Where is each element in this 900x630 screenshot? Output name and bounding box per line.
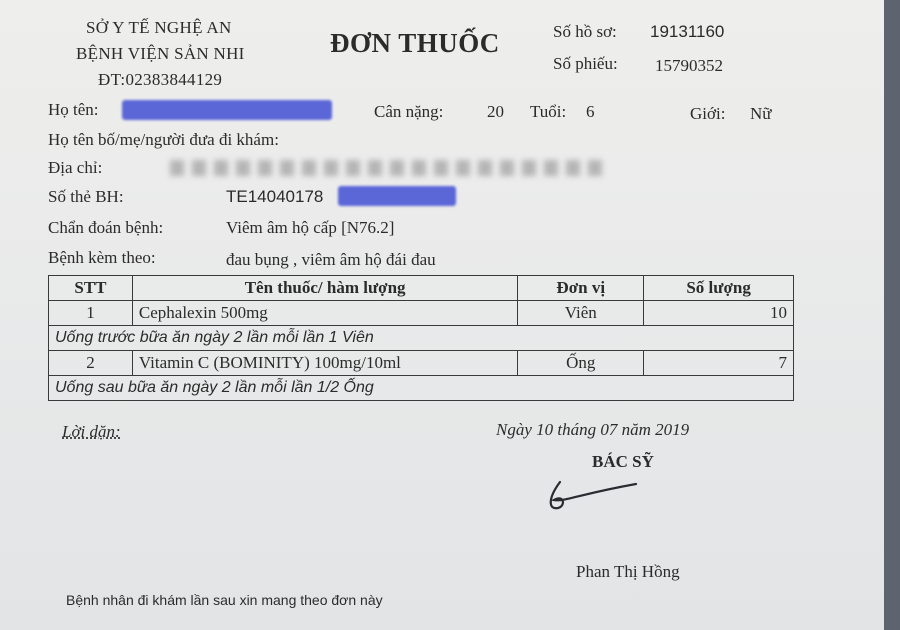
redacted-name	[122, 100, 332, 120]
redacted-address	[170, 160, 610, 176]
age-label: Tuổi:	[530, 102, 567, 121]
weight-value: 20	[487, 102, 504, 121]
insurance-number: TE14040178	[226, 187, 324, 206]
doctor-signature	[540, 470, 650, 520]
record-number: 19131160	[650, 22, 725, 41]
doctor-name: Phan Thị Hồng	[576, 562, 680, 581]
row-drug-name: Cephalexin 500mg	[132, 301, 517, 326]
hospital-phone: ĐT:02383844129	[98, 70, 223, 89]
usage-instruction: Uống trước bữa ăn ngày 2 lần mỗi lần 1 Viên	[49, 326, 794, 351]
department-name: SỞ Y TẾ NGHỆ AN	[86, 18, 232, 37]
diagnosis-value: Viêm âm hộ cấp [N76.2]	[226, 218, 395, 237]
name-label: Họ tên:	[48, 100, 99, 119]
table-row	[49, 351, 794, 376]
guardian-label: Họ tên bố/mẹ/người đưa đi khám:	[48, 130, 279, 149]
hospital-name: BỆNH VIỆN SẢN NHI	[76, 44, 245, 63]
row-stt: 2	[49, 351, 133, 376]
follow-up-reminder: Bệnh nhân đi khám lần sau xin mang theo đơn này	[66, 592, 383, 608]
insurance-label: Số thẻ BH:	[48, 187, 124, 206]
table-header-row	[49, 276, 794, 301]
row-unit: Viên	[518, 301, 644, 326]
header-drug-name: Tên thuốc/ hàm lượng	[132, 276, 517, 301]
record-label: Số hồ sơ:	[553, 22, 617, 41]
table-row-note	[49, 376, 794, 401]
diagnosis-label: Chẩn đoán bệnh:	[48, 218, 164, 237]
address-label: Địa chỉ:	[48, 158, 103, 177]
weight-label: Cân nặng:	[374, 102, 444, 121]
row-stt: 1	[49, 301, 133, 326]
gender-value: Nữ	[750, 104, 772, 123]
comorbid-value: đau bụng , viêm âm hộ đái đau	[226, 250, 436, 269]
header-stt: STT	[49, 276, 133, 301]
header-quantity: Số lượng	[644, 276, 794, 301]
gender-label: Giới:	[690, 104, 726, 123]
age-value: 6	[586, 102, 595, 121]
comorbid-label: Bệnh kèm theo:	[48, 248, 156, 267]
row-drug-name: Vitamin C (BOMINITY) 100mg/10ml	[132, 351, 517, 376]
table-row	[49, 301, 794, 326]
redacted-insurance	[338, 186, 456, 206]
ticket-label: Số phiếu:	[553, 54, 618, 73]
doctor-title: BÁC SỸ	[592, 452, 654, 471]
header-unit: Đơn vị	[518, 276, 644, 301]
usage-instruction: Uống sau bữa ăn ngày 2 lần mỗi lần 1/2 Ống	[49, 376, 794, 401]
page-title: ĐƠN THUỐC	[330, 28, 500, 58]
advice-label: Lời dặn:	[62, 422, 121, 441]
row-quantity: 10	[644, 301, 794, 326]
row-quantity: 7	[644, 351, 794, 376]
prescription-table	[48, 275, 794, 401]
ticket-number: 15790352	[655, 56, 723, 75]
row-unit: Ống	[518, 351, 644, 376]
prescription-date: Ngày 10 tháng 07 năm 2019	[496, 420, 690, 439]
table-row-note	[49, 326, 794, 351]
